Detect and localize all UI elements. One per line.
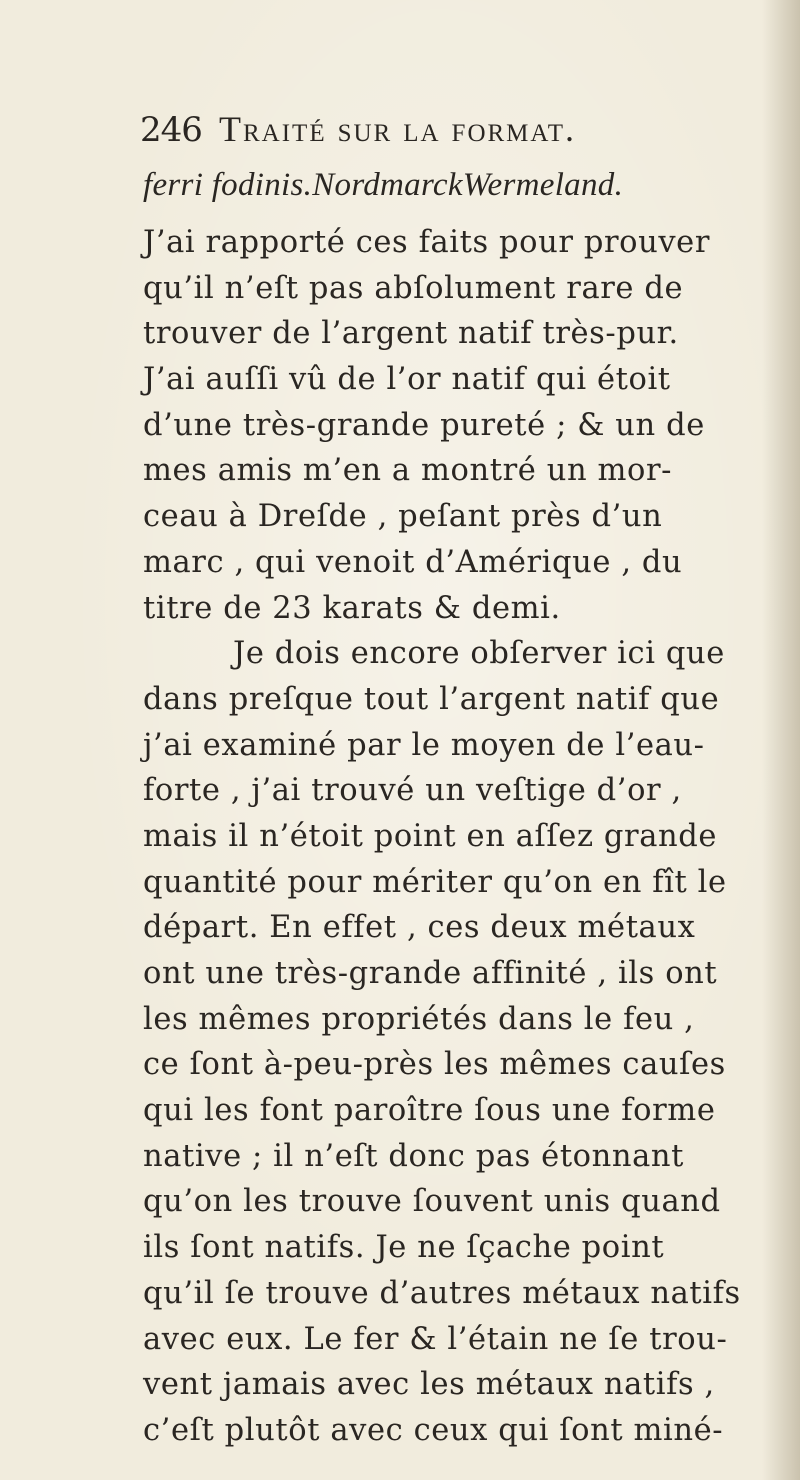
text-line: qui les font paroître ſous une forme [143,1093,716,1129]
text-line: quantité pour mériter qu’on en fît le [143,864,727,900]
text-line: marc , qui venoit d’Amérique , du [143,544,683,580]
text-line: les mêmes propriétés dans le feu , [143,1001,695,1037]
text-line: J’ai rapporté ces faits pour prouver [143,225,710,260]
text-line: vent jamais avec les métaux natifs , [143,1367,715,1403]
text-line: j’ai examiné par le moyen de l’eau- [143,727,705,763]
text-line: d’une très-grande pureté ; & un de [143,407,705,443]
text-line: ceau à Dreſde , peſant près d’un [143,499,663,535]
text-line: c’eſt plutôt avec ceux qui ſont miné- [143,1412,724,1448]
text-line: dans preſque tout l’argent natif que [143,681,720,717]
text-line: trouver de l’argent natif très-pur. [143,316,679,352]
body-text [143,220,783,1454]
italic-citation-line: ferri fodinis.NordmarckWermeland. [143,167,624,203]
page-header [140,108,780,164]
text-line: qu’on les trouve ſouvent unis quand [143,1184,721,1220]
text-line: départ. En effet , ces deux métaux [143,910,696,946]
text-line: ils ſont natifs. Je ne ſçache point [143,1230,665,1266]
text-line: ont une très-grande affinité , ils ont [143,956,718,991]
text-line: forte , j’ai trouvé un veſtige d’or , [143,773,682,809]
text-line: J’ai auſſi vû de l’or natif qui étoit [143,362,671,398]
paragraph-start-line: Je dois encore obſerver ici que [233,636,725,672]
text-line: mes amis m’en a montré un mor- [143,453,673,489]
running-title: Traité sur la format. [219,109,576,149]
text-line: qu’il n’eſt pas abſolument rare de [143,270,684,306]
text-line: native ; il n’eſt donc pas étonnant [143,1138,685,1174]
text-line: titre de 23 karats & demi. [143,590,561,626]
text-line: avec eux. Le fer & l’étain ne ſe trou- [143,1321,728,1357]
text-line: mais il n’étoit point en aſſez grande [143,818,718,854]
text-line: ce ſont à-peu-près les mêmes cauſes [143,1047,726,1083]
text-line: qu’il ſe trouve d’autres métaux natifs [143,1275,741,1311]
page-number: 246 [140,110,202,150]
